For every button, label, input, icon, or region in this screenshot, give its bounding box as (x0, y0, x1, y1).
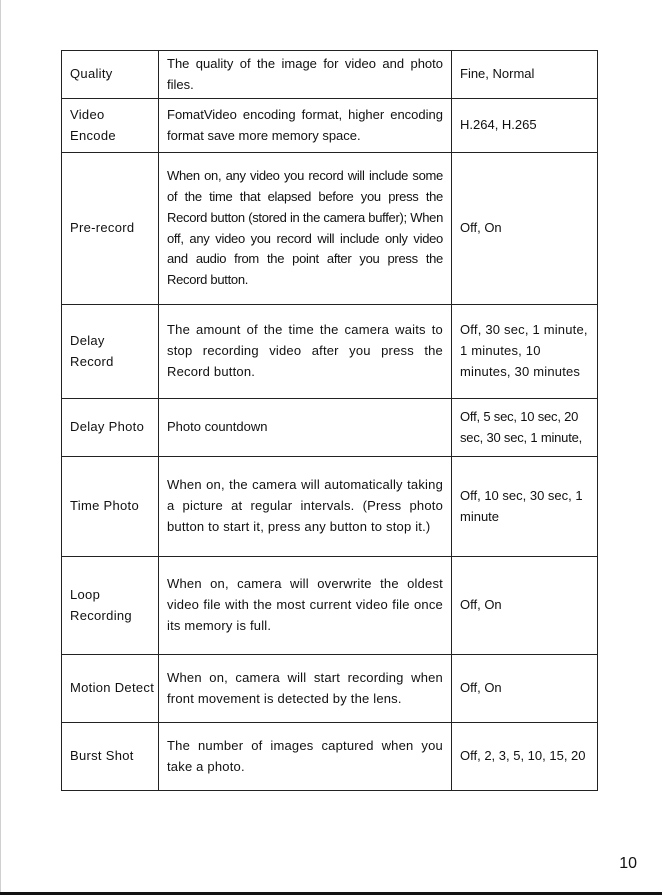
setting-name: Motion Detect (62, 655, 159, 723)
setting-options: Off, 5 sec, 10 sec, 20 sec, 30 sec, 1 minute, (452, 399, 598, 457)
settings-table (61, 50, 598, 791)
setting-options: Off, 2, 3, 5, 10, 15, 20 (452, 723, 598, 791)
table-row (62, 399, 598, 457)
page-number: 10 (619, 855, 637, 872)
setting-options: Off, 30 sec, 1 minute, 1 minutes, 10 minutes, 30 minutes (452, 305, 598, 399)
setting-description: The number of images captured when you take a photo. (159, 723, 452, 791)
setting-description: The quality of the image for video and photo files. (159, 51, 452, 99)
table-row (62, 655, 598, 723)
setting-description: When on, camera will overwrite the oldest video file with the most current video file once its memory is full. (159, 557, 452, 655)
setting-options: Off, On (452, 557, 598, 655)
setting-name: Loop Recording (62, 557, 159, 655)
table-row (62, 99, 598, 153)
table-row (62, 457, 598, 557)
setting-name: Time Photo (62, 457, 159, 557)
setting-name: Burst Shot (62, 723, 159, 791)
page-edge (0, 0, 1, 895)
setting-description: When on, any video you record will include some of the time that elapsed before you press the Record button (stored in the camera buffer); When off, any video you record will include only video and audio from the point after you press the Record button. (159, 153, 452, 305)
setting-name: Delay Record (62, 305, 159, 399)
table-row (62, 51, 598, 99)
setting-options: Fine, Normal (452, 51, 598, 99)
setting-name: Delay Photo (62, 399, 159, 457)
setting-options: H.264, H.265 (452, 99, 598, 153)
table-row (62, 723, 598, 791)
setting-description: FomatVideo encoding format, higher encoding format save more memory space. (159, 99, 452, 153)
setting-options: Off, 10 sec, 30 sec, 1 minute (452, 457, 598, 557)
table-row (62, 153, 598, 305)
setting-name: Quality (62, 51, 159, 99)
setting-description: The amount of the time the camera waits to stop recording video after you press the Record button. (159, 305, 452, 399)
table-row (62, 305, 598, 399)
setting-description: When on, camera will start recording when front movement is detected by the lens. (159, 655, 452, 723)
setting-options: Off, On (452, 655, 598, 723)
setting-name: Video Encode (62, 99, 159, 153)
table-row (62, 557, 598, 655)
setting-description: Photo countdown (159, 399, 452, 457)
setting-description: When on, the camera will automatically taking a picture at regular intervals. (Press photo button to start it, press any button to stop it.) (159, 457, 452, 557)
setting-options: Off, On (452, 153, 598, 305)
setting-name: Pre-record (62, 153, 159, 305)
